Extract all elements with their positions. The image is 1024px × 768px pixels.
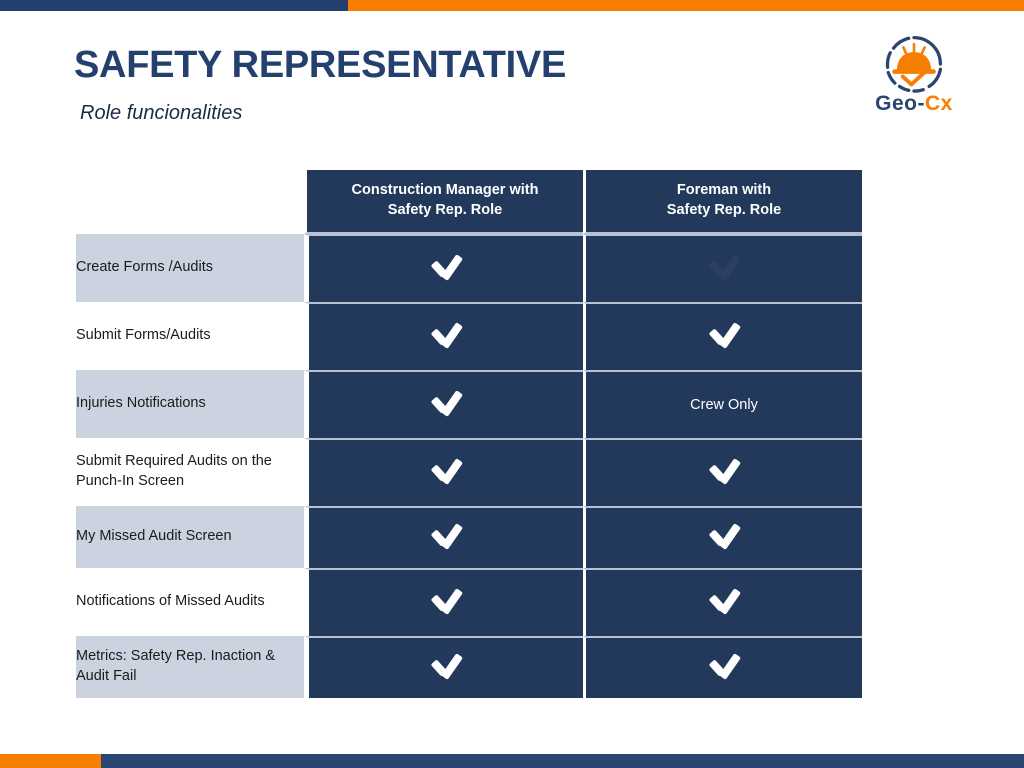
cell-foreman xyxy=(583,234,862,302)
row-feature-label: Notifications of Missed Audits xyxy=(76,568,304,636)
check-icon xyxy=(707,458,741,484)
page-subtitle: Role funcionalities xyxy=(80,102,243,124)
table-header-row xyxy=(76,170,862,234)
check-icon xyxy=(429,523,463,549)
header-cell-foreman xyxy=(583,170,862,234)
cell-construction-manager xyxy=(304,568,583,636)
row-feature-label: Create Forms /Audits xyxy=(76,234,304,302)
header-line-1: Foreman with xyxy=(676,182,772,199)
check-icon xyxy=(707,523,741,549)
row-feature-label: Submit Required Audits on the Punch-In Screen xyxy=(76,438,304,506)
cell-foreman xyxy=(583,636,862,698)
top-bar-orange-segment xyxy=(348,0,1024,11)
table-row xyxy=(76,370,862,438)
role-functionality-table xyxy=(76,170,862,698)
bottom-bar-orange-segment xyxy=(0,754,101,768)
logo-word-primary: Geo- xyxy=(875,92,925,115)
header-line-2: Safety Rep. Role xyxy=(666,202,782,218)
table-row xyxy=(76,234,862,302)
cell-construction-manager xyxy=(304,636,583,698)
bottom-bar-navy-segment xyxy=(101,754,1024,768)
check-icon xyxy=(429,322,463,348)
check-icon xyxy=(429,390,463,416)
brand-logo xyxy=(862,33,966,121)
header-cell-blank xyxy=(76,170,304,234)
cell-foreman xyxy=(583,438,862,506)
top-bar-navy-segment xyxy=(0,0,348,11)
row-feature-label: Submit Forms/Audits xyxy=(76,302,304,370)
table-row xyxy=(76,636,862,698)
top-accent-bar xyxy=(0,0,1024,11)
cell-construction-manager xyxy=(304,234,583,302)
row-feature-label: My Missed Audit Screen xyxy=(76,506,304,568)
check-icon-disabled xyxy=(707,254,741,280)
cell-construction-manager xyxy=(304,370,583,438)
cell-foreman xyxy=(583,506,862,568)
cell-construction-manager xyxy=(304,302,583,370)
row-feature-label: Injuries Notifications xyxy=(76,370,304,438)
header-line-2: Safety Rep. Role xyxy=(387,202,503,218)
table-body xyxy=(76,234,862,698)
check-icon xyxy=(707,322,741,348)
cell-foreman xyxy=(583,568,862,636)
check-icon xyxy=(429,254,463,280)
page-title: SAFETY REPRESENTATIVE xyxy=(74,44,567,86)
cell-construction-manager xyxy=(304,506,583,568)
check-icon xyxy=(429,458,463,484)
header-line-1: Construction Manager with xyxy=(351,182,539,199)
header-cell-construction-manager xyxy=(304,170,583,234)
row-feature-label: Metrics: Safety Rep. Inaction & Audit Fail xyxy=(76,636,304,698)
cell-foreman xyxy=(583,302,862,370)
table-row xyxy=(76,438,862,506)
check-icon xyxy=(429,588,463,614)
hard-hat-check-circle-icon xyxy=(881,33,947,95)
bottom-accent-bar xyxy=(0,754,1024,768)
logo-wordmark xyxy=(862,93,966,114)
check-icon xyxy=(429,653,463,679)
table-row xyxy=(76,568,862,636)
cell-value-text: Crew Only xyxy=(690,397,758,413)
table-row xyxy=(76,302,862,370)
table-row xyxy=(76,506,862,568)
table-header xyxy=(76,170,862,234)
cell-construction-manager xyxy=(304,438,583,506)
check-icon xyxy=(707,588,741,614)
check-icon xyxy=(707,653,741,679)
cell-foreman xyxy=(583,370,862,438)
logo-word-accent: Cx xyxy=(924,92,953,115)
